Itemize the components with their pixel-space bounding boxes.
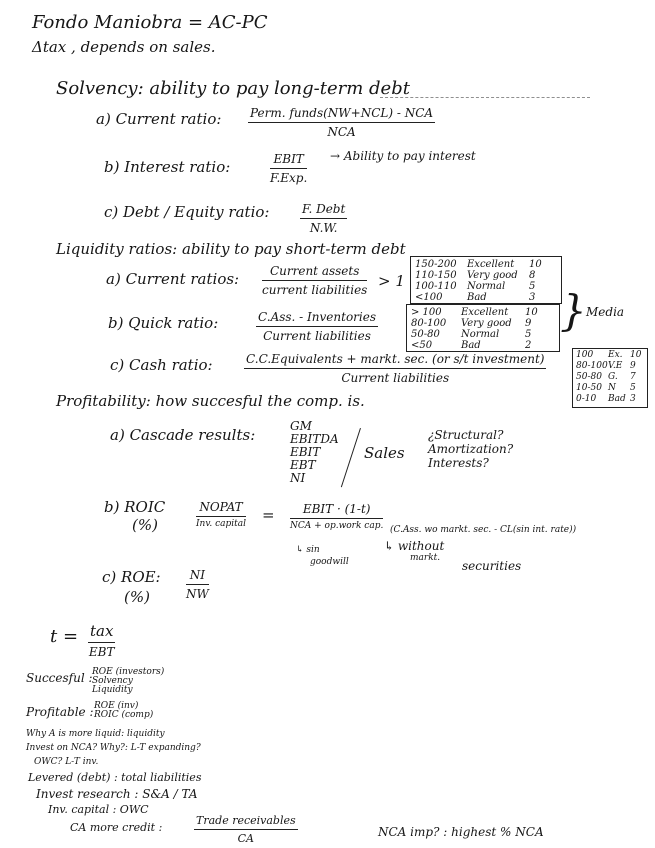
profitable-list (94, 702, 153, 720)
current-ratios-fraction (262, 264, 367, 297)
successful-item: Solvency (92, 676, 133, 686)
note-line: Why A is more liquid: liquidity (26, 729, 165, 739)
score-row: 50-80 G. 7 (576, 372, 636, 382)
profitability-heading: Profitability: how succesful the comp. is. (56, 392, 365, 410)
quick-ratio-numerator: C.Ass. - Inventories (256, 310, 378, 327)
roic-markt: markt. (410, 553, 441, 563)
current-ratio-score-box (410, 256, 562, 304)
score-row: 100 Ex. 10 (576, 350, 642, 360)
successful-list (92, 668, 164, 695)
nca-importance-note: NCA imp? : highest % NCA (378, 825, 544, 839)
current-ratio-numerator: Perm. funds(NW+NCL) - NCA (248, 106, 435, 123)
quick-ratio-score-box (406, 304, 560, 352)
current-ratios-denominator: current liabilities (262, 283, 368, 297)
current-ratio-fraction (248, 106, 435, 139)
cash-ratio-denominator: Current liabilities (341, 371, 450, 385)
interest-ratio-numerator: EBIT (270, 152, 307, 169)
successful-label: Succesful : (26, 671, 93, 685)
profitable-item: ROIC (comp) (94, 710, 154, 720)
cash-ratio-fraction (244, 352, 546, 385)
note-line: Levered (debt) : total liabilities (28, 771, 202, 784)
ca-credit-denominator: CA (237, 832, 255, 845)
solvency-heading: Solvency: ability to pay long-term debt (56, 78, 410, 99)
roic-op-work-cap-detail: (C.Ass. wo markt. sec. - CL(sin int. rate)) (390, 525, 577, 535)
ca-credit-numerator: Trade receivables (194, 814, 298, 830)
current-ratio-denominator: NCA (327, 125, 356, 139)
liquidity-b-label: b) Quick ratio: (108, 314, 219, 332)
note-line: Invest research : S&A / TA (36, 787, 198, 801)
roic-expanded-fraction (290, 502, 383, 531)
cascade-sales: Sales (364, 444, 405, 462)
successful-item: ROE (investors) (92, 667, 165, 677)
ca-credit-fraction (194, 814, 298, 845)
roic-sin-arrow: ↳ sin (296, 545, 320, 555)
debt-equity-numerator: F. Debt (300, 202, 347, 219)
score-row: 110-150 Very good 8 (415, 270, 536, 281)
interest-ratio-denominator: F.Exp. (270, 171, 308, 185)
quick-ratio-score-table (411, 307, 538, 351)
roic-label: b) ROIC (104, 498, 166, 516)
roic-percent: (%) (132, 516, 158, 534)
score-row: <50 Bad 2 (411, 340, 532, 351)
roic-equals: = (262, 506, 275, 524)
t-equals: t = (50, 626, 79, 647)
note-line: OWC? L-T inv. (34, 757, 99, 767)
ca-credit-label: CA more credit : (70, 821, 163, 834)
cascade-item: EBIT (290, 445, 321, 459)
debt-equity-denominator: N.W. (309, 221, 338, 235)
roic-denominator: Inv. capital (196, 519, 246, 529)
roic-numerator: NOPAT (196, 500, 246, 517)
roic-expanded-numerator: EBIT · (1-t) (290, 502, 383, 519)
roic-expanded-denominator: NCA + op.work cap. (290, 521, 384, 531)
cash-ratio-score-table (576, 350, 641, 405)
tax-rate-numerator: tax (88, 622, 115, 643)
roe-numerator: NI (186, 568, 209, 585)
fondo-maniobra-line: Fondo Maniobra = AC-PC (32, 12, 268, 33)
cascade-item: EBITDA (290, 432, 339, 446)
tax-note-line: Δtax , depends on sales. (32, 38, 216, 56)
note-line: Inv. capital : OWC (48, 803, 149, 816)
solvency-b-label: b) Interest ratio: (104, 158, 231, 176)
score-row: 150-200 Excellent 10 (415, 259, 542, 270)
solvency-c-label: c) Debt / Equity ratio: (104, 203, 270, 221)
profitability-a-label: a) Cascade results: (110, 426, 256, 444)
cascade-note: Interests? (428, 456, 489, 470)
liquidity-c-label: c) Cash ratio: (110, 356, 213, 374)
roe-denominator: NW (186, 587, 209, 601)
liquidity-heading: Liquidity ratios: ability to pay short-term debt (56, 240, 406, 258)
roic-goodwill: goodwill (310, 557, 349, 567)
cascade-list (290, 420, 339, 485)
score-row: <100 Bad 3 (415, 292, 536, 303)
roic-without: ↳ without (384, 539, 445, 553)
score-row: 80-100 Very good 9 (411, 318, 532, 329)
note-line: Invest on NCA? Why?: L-T expanding? (26, 743, 201, 753)
interest-ratio-fraction (270, 152, 307, 185)
liquidity-a-label: a) Current ratios: (106, 270, 240, 288)
tax-rate-denominator: EBT (88, 645, 115, 659)
successful-item: Liquidity (92, 685, 133, 695)
score-row: 10-50 N 5 (576, 383, 636, 393)
cascade-note: ¿Structural? (428, 428, 504, 442)
cascade-item: GM (290, 419, 312, 433)
profitable-item: ROE (inv) (94, 701, 139, 711)
current-ratios-condition: > 1 (378, 272, 405, 290)
current-ratios-numerator: Current assets (262, 264, 367, 281)
score-row: > 100 Excellent 10 (411, 307, 538, 318)
score-row: 50-80 Normal 5 (411, 329, 532, 340)
media-brace: } (560, 286, 587, 335)
roic-securities: securities (462, 559, 522, 573)
scribble-line (380, 97, 590, 98)
cascade-notes (428, 428, 513, 470)
interest-ratio-note: → Ability to pay interest (330, 149, 476, 163)
cascade-note: Amortization? (428, 442, 514, 456)
roe-fraction (186, 568, 209, 601)
current-ratio-score-table (415, 259, 542, 303)
roe-label: c) ROE: (102, 568, 161, 586)
cascade-item: EBT (290, 458, 316, 472)
score-row: 80-100V.E 9 (576, 361, 636, 371)
tax-rate-fraction (88, 622, 115, 659)
debt-equity-fraction (300, 202, 347, 235)
profitable-label: Profitable : (26, 705, 94, 719)
media-label: Media (586, 305, 625, 319)
solvency-a-label: a) Current ratio: (96, 110, 222, 128)
quick-ratio-fraction (256, 310, 378, 343)
cascade-item: NI (290, 471, 306, 485)
quick-ratio-denominator: Current liabilities (263, 329, 371, 343)
score-row: 100-110 Normal 5 (415, 281, 536, 292)
roic-fraction (196, 500, 246, 529)
cash-ratio-numerator: C.C.Equivalents + markt. sec. (or s/t investment) (244, 352, 546, 369)
score-row: 0-10 Bad 3 (576, 394, 636, 404)
cascade-slash (341, 428, 361, 487)
cash-ratio-score-box (572, 348, 648, 408)
roe-percent: (%) (124, 588, 150, 606)
